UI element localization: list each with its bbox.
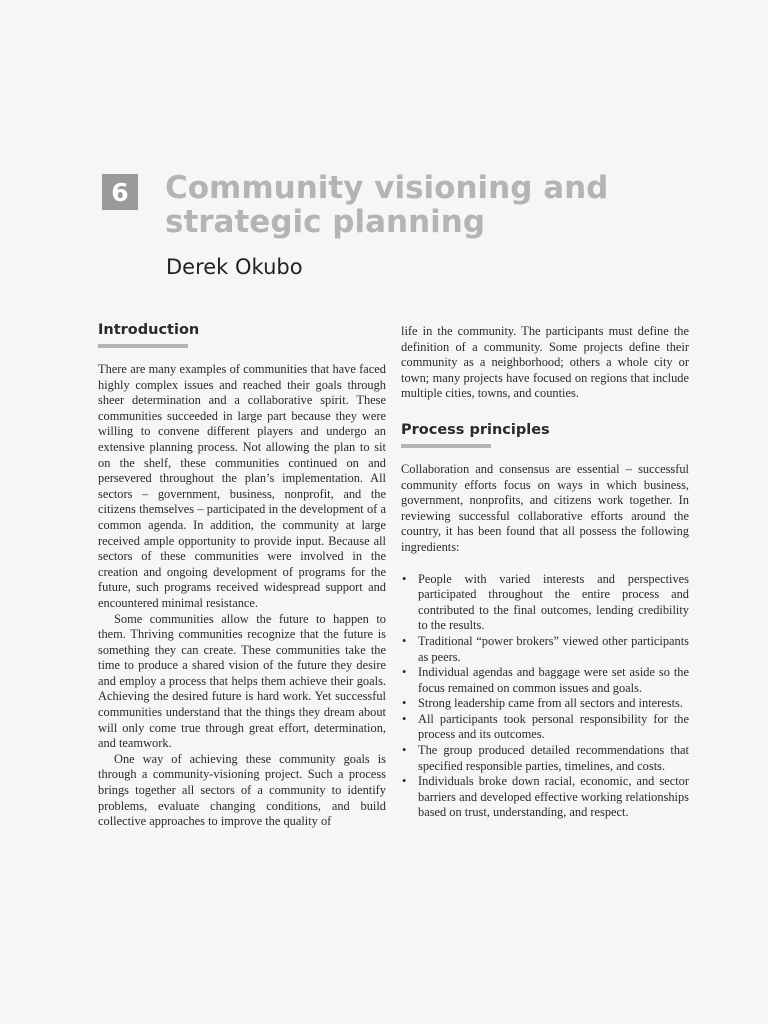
list-item: • People with varied interests and perspectives participated throughout the entire process and contributed to the final outcomes, lending credibility to the results.: [402, 571, 689, 633]
bullet-icon: •: [402, 696, 407, 711]
list-item: • Strong leadership came from all sectors and interests.: [402, 696, 683, 711]
list-item: • The group produced detailed recommendations that specified responsible parties, timelines, and costs.: [402, 743, 689, 773]
bullet-icon: •: [402, 774, 407, 789]
bullet-icon: •: [402, 571, 407, 586]
list-item: • Traditional “power brokers” viewed other participants as peers.: [402, 633, 689, 664]
section-heading-process-principles: Process principles: [401, 421, 550, 438]
right-column: [401, 324, 689, 821]
left-column: [98, 320, 386, 830]
paragraph-continuation: life in the community. The participants must define the definition of a community. Some projects define their community as a neighborhood; others a whole city or town; many projects have focused on regions that include multiple cities, towns, and counties.: [401, 324, 689, 401]
chapter-author: Derek Okubo: [166, 255, 303, 279]
section-heading-introduction: Introduction: [98, 322, 200, 338]
bullet-icon: •: [402, 743, 407, 758]
bullet-icon: •: [402, 665, 407, 680]
chapter-number-badge: [102, 174, 138, 210]
paragraph: There are many examples of communities that have faced highly complex issues and reached their goals through sheer determination and a collaborative spirit. These communities succeeded in large part because they were willing to convene different players and undergo an extensive planning process. Not allowing the plan to sit on the shelf, these communities continued on and persevered throughout the plan’s implementation. All sectors – government, business, nonprofit, and the citizens themselves – participated in the development of a common agenda. In addition, the community at large received ample opportunity to provide input. Because all sectors of these communities were involved in the creation and ongoing development of programs for the future, such programs received widespread support and encountered minimal resistance.: [98, 362, 386, 610]
list-item: • Individual agendas and baggage were set aside so the focus remained on common issues and goals.: [402, 665, 689, 695]
paragraph: One way of achieving these community goals is through a community-visioning project. Such a process brings together all sectors of a community to identify problems, evaluate changing conditions, and build collective approaches to improve the quality of: [98, 751, 386, 829]
ingredients-list: [401, 572, 689, 822]
paragraph: Collaboration and consensus are essential – successful community efforts focus on ways in which business, government, nonprofits, and citizens work together. In reviewing successful collaborative efforts around the country, it has been found that all possess the following ingredients:: [401, 461, 689, 554]
bullet-icon: •: [402, 633, 407, 648]
section-rule: [98, 344, 188, 348]
chapter-title: Community visioning and strategic planning: [165, 170, 609, 240]
section-rule: [401, 444, 491, 448]
bullet-icon: •: [402, 711, 407, 726]
list-item: • All participants took personal responsibility for the process and its outcomes.: [402, 711, 689, 742]
paragraph: Some communities allow the future to happen to them. Thriving communities recognize that the future is something they can create. These communities take the time to produce a shared vision of the future they desire and employ a process that helps them achieve their goals. Achieving the desired future is hard work. Yet successful communities understand that the things they dream about will only come true through great effort, determination, and teamwork.: [98, 611, 386, 751]
chapter-number: 6: [111, 177, 129, 207]
list-item: • Individuals broke down racial, economic, and sector barriers and developed effective working relationships based on trust, understanding, and respect.: [402, 774, 689, 820]
